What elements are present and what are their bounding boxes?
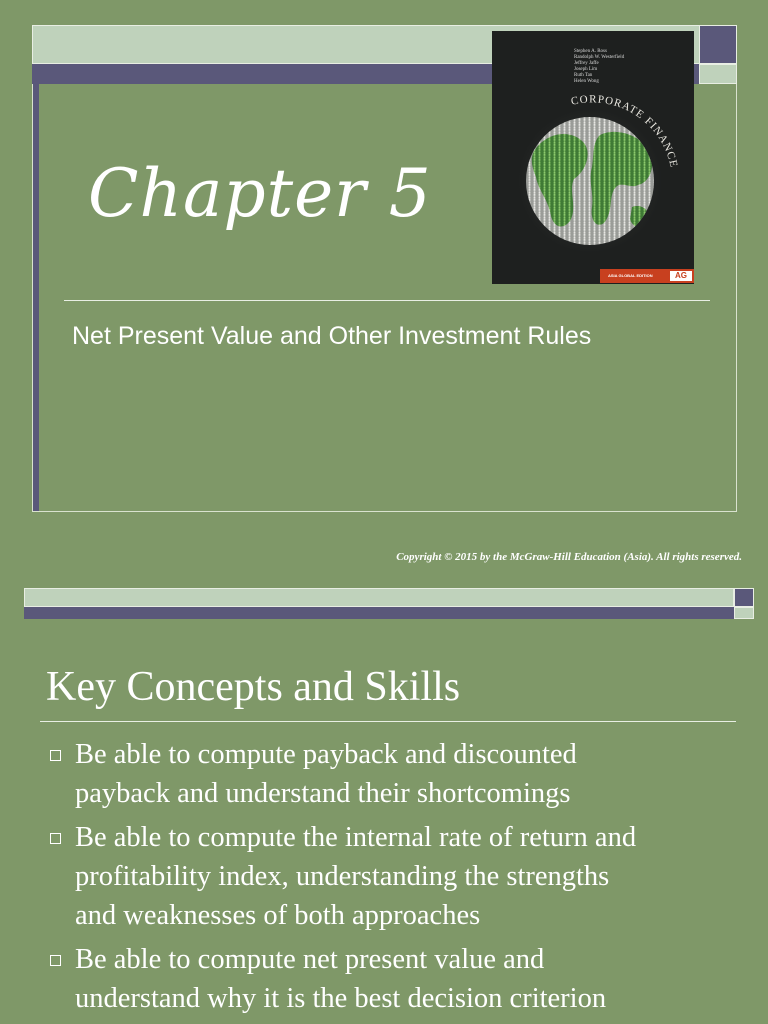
list-item: [48, 735, 748, 813]
list-item: [48, 940, 748, 1018]
bullet-line: Be able to compute payback and discounted: [75, 739, 577, 770]
slide-2-corner-square: [734, 588, 754, 607]
bullet-line: and weaknesses of both approaches: [75, 900, 481, 931]
chapter-title: Chapter 5: [88, 155, 432, 232]
chapter-subtitle: Net Present Value and Other Investment Rules: [72, 322, 592, 350]
slide-2-band-light: [24, 588, 734, 607]
list-item: [48, 818, 748, 935]
key-concepts-list: [48, 735, 748, 1023]
square-bullet-icon: [50, 750, 61, 761]
square-bullet-icon: [50, 833, 61, 844]
bullet-line: payback and understand their shortcomings: [75, 778, 571, 809]
book-title: CORPORATE FINANCE: [569, 93, 680, 169]
square-bullet-icon: [50, 955, 61, 966]
bullet-line: Be able to compute the internal rate of return and: [75, 822, 637, 853]
left-vertical-bar: [33, 84, 39, 511]
header-corner-square-light: [699, 64, 737, 84]
slide-2-title-divider: [40, 721, 736, 722]
slide-2-band-dark: [24, 607, 734, 619]
title-divider: [64, 300, 710, 301]
book-edition-label: ASIA GLOBAL EDITION: [600, 269, 694, 283]
slide-2-corner-square-light: [734, 607, 754, 619]
bullet-line: understand why it is the best decision criterion: [75, 983, 607, 1014]
slide-2-title: Key Concepts and Skills: [46, 664, 461, 710]
bullet-line: profitability index, understanding the strengths: [75, 861, 610, 892]
bullet-line: Be able to compute net present value and: [75, 944, 545, 975]
header-corner-square: [699, 25, 737, 64]
globe-illustration: [492, 31, 694, 284]
publisher-logo: AG: [670, 271, 692, 281]
copyright-notice: Copyright © 2015 by the McGraw-Hill Education (Asia). All rights reserved.: [396, 551, 742, 563]
book-authors: Stephen A. Ross Randolph W. Westerfield Jeffrey Jaffe Joseph Lim Ruth Tan Helen Wong: [574, 49, 625, 84]
book-cover-image: [492, 31, 694, 284]
